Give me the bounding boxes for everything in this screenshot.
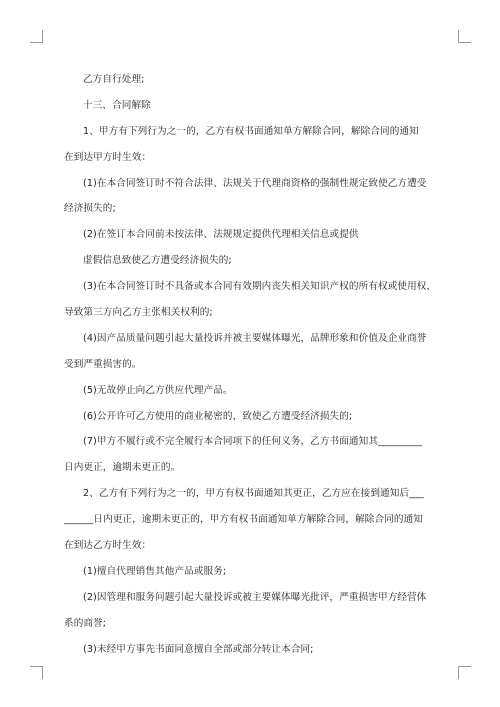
crop-mark-top-right (458, 30, 471, 43)
crop-mark-top-left (30, 30, 43, 43)
text-line: 导致第三方向乙方主张相关权利的; (64, 307, 213, 319)
document-body (64, 67, 444, 662)
text-line: 系的商誉; (64, 617, 107, 629)
text-line: ______日内更正，逾期未更正的，甲方有权书面通知单方解除合同，解除合同的通知 (64, 514, 423, 526)
text-line: 1、甲方有下列行为之一的，乙方有权书面通知单方解除合同，解除合同的通知 (83, 125, 419, 137)
crop-mark-bottom-right (458, 666, 471, 679)
text-line: (1)在本合同签订时不符合法律、法规关于代理商资格的强制性规定致使乙方遭受 (83, 177, 427, 189)
text-line: 2、乙方有下列行为之一的，甲方有权书面通知其更正，乙方应在接到通知后___ (83, 488, 424, 500)
text-line: (5)无故停止向乙方供应代理产品。 (83, 384, 233, 396)
text-line: 在到达乙方时生效： (64, 540, 152, 552)
text-line: (1)擅自代理销售其他产品或服务; (83, 565, 227, 577)
text-line: (2)在签订本合同前未按法律、法规规定提供代理相关信息或提供 (83, 229, 359, 241)
text-line: 受到严重损害的。 (64, 358, 142, 370)
text-line: (3)未经甲方事先书面同意擅自全部或部分转让本合同; (83, 643, 314, 655)
text-line: (7)甲方不履行或不完全履行本合同项下的任何义务，乙方书面通知其_________ (83, 436, 423, 448)
text-line: 日内更正，逾期未更正的。 (64, 462, 181, 474)
text-line: (2)因管理和服务问题引起大量投诉或被主要媒体曝光批评，严重损害甲方经营体 (83, 591, 427, 603)
text-line: (6)公开许可乙方使用的商业秘密的，致使乙方遭受经济损失的; (83, 410, 353, 422)
text-line: 在到达甲方时生效： (64, 151, 152, 163)
text-line: (4)因产品质量问题引起大量投诉并被主要媒体曝光，品牌形象和价值及企业商誉 (83, 332, 427, 344)
section-heading: 十三、合同解除 (83, 99, 151, 111)
text-line: 虚假信息致使乙方遭受经济损失的; (83, 255, 232, 267)
text-line: (3)在本合同签订时不具备或本合同有效期内丧失相关知识产权的所有权或使用权， (83, 281, 437, 293)
text-line: 经济损失的; (64, 203, 116, 215)
text-line: 乙方自行处理; (83, 74, 145, 85)
crop-mark-bottom-left (30, 666, 43, 679)
